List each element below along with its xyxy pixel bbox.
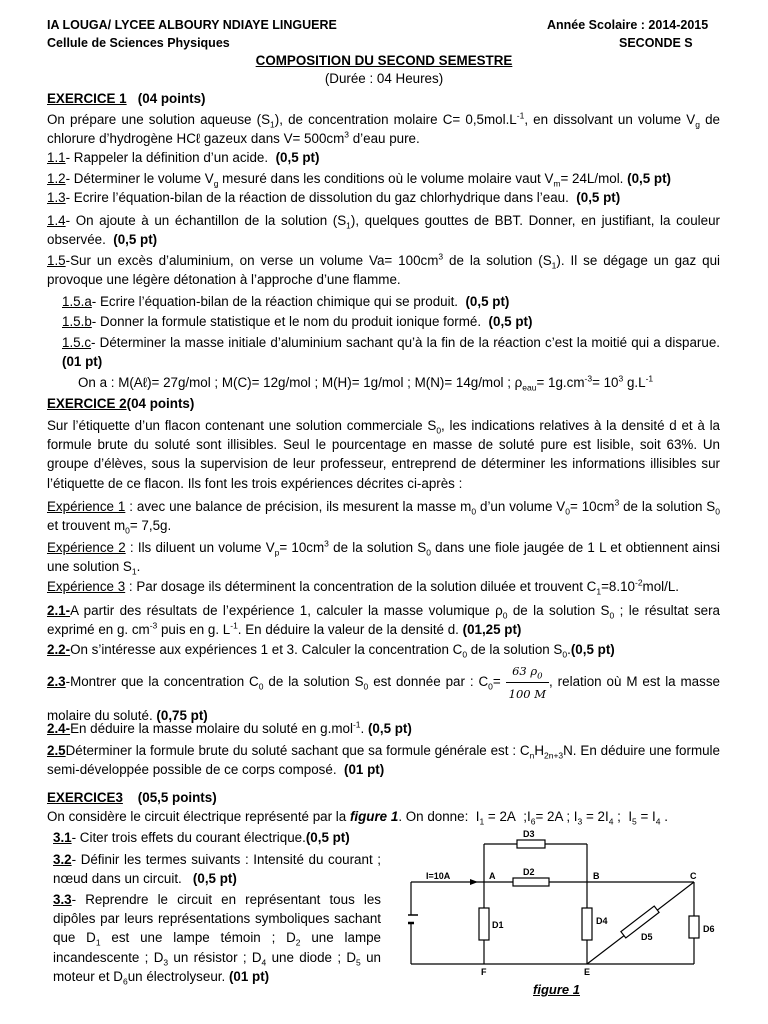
q1-5a: 1.5.a- Ecrire l’équation-bilan de la réaction chimique qui se produit. (0,5 pt) xyxy=(62,294,510,309)
node-b: B xyxy=(593,871,600,881)
q1-5b: 1.5.b- Donner la formule statistique et le nom du produit ionique formé. (0,5 pt) xyxy=(62,314,533,329)
q1-4: 1.4- On ajoute à un échantillon de la solution $(S_1)$, quelques gouttes de BBT. Donner, en justifiant, la couleur observée. (0,5 pt) xyxy=(47,213,720,248)
d1-box xyxy=(479,908,489,940)
label-d6: D6 xyxy=(703,924,715,934)
q1-2: 1.2- Déterminer le volume $V_g$ mesuré dans les conditions où le volume molaire vaut $V_m= 24L/mol$. (0,5 pt) xyxy=(47,171,672,189)
q1-1: 1.1- Rappeler la définition d’un acide. (0,5 pt) xyxy=(47,150,320,165)
q2-1: 2.1-A partir des résultats de l’expérience 1, calculer la masse volumique $\rho_0$ de la solution $S_0$ ; le résultat sera exprimé en g. $cm^{-3}$ puis en g. $L^{-1}$. En déduire la valeur de la densité d. (01,25 pt) xyxy=(47,603,720,638)
formula-fraction: $\frac{63 \rho_0}{100 M}$ xyxy=(506,660,549,705)
d4-box xyxy=(582,908,592,940)
q3-2: 3.2- Définir les termes suivants : Intensité du courant ; nœud dans un circuit. (0,5 pt) xyxy=(53,852,381,887)
school-year: Année Scolaire : 2014-2015 xyxy=(547,18,709,32)
label-d4: D4 xyxy=(596,916,608,926)
experience-2: Expérience 2 : Ils diluent un volume $V_p= 10cm^3$ de la solution $S_0$ dans une fiole jaugée de 1 L et obtiennent ainsi une solution $S_1$. xyxy=(47,538,720,577)
node-a: A xyxy=(489,871,496,881)
circuit-diagram xyxy=(408,826,728,978)
exam-duration: (Durée : 04 Heures) xyxy=(324,71,444,86)
label-d3: D3 xyxy=(523,829,535,839)
ex3-heading: EXERCICE3 (05,5 points) xyxy=(47,790,217,805)
node-c: C xyxy=(690,871,697,881)
node-f: F xyxy=(481,967,487,977)
q2-4: 2.4-En déduire la masse molaire du soluté en g.mol$^{-1}$. (0,5 pt) xyxy=(47,719,412,736)
q1-5c: 1.5.c- Déterminer la masse initiale d’aluminium sachant qu’à la fin de la réaction c’est la moitié qui a disparue. (01 pt) xyxy=(62,335,720,370)
molar-masses: On a : M(Aℓ)= 27g/mol ; M(C)= 12g/mol ; M(H)= 1g/mol ; M(N)= 14g/mol ; $\rho_{eau}= 1g.cm^{-3}= 10^3$ $g.L^{-1}$ xyxy=(78,373,654,393)
label-d5: D5 xyxy=(641,932,653,942)
ex1-heading: EXERCICE 1 (04 points) xyxy=(47,91,206,106)
node-e: E xyxy=(584,967,591,977)
school-name: IA LOUGA/ LYCEE ALBOURY NDIAYE LINGUERE xyxy=(47,18,337,32)
class-level: SECONDE S xyxy=(619,36,693,50)
q1-3: 1.3- Ecrire l’équation-bilan de la réaction de dissolution du gaz chlorhydrique dans l’eau. (0,5 pt) xyxy=(47,190,621,205)
q2-3: 2.3-Montrer que la concentration $C_0$ de la solution $S_0$ est donnée par : $C_0=$ $\frac{63 \rho_0}{100 M}$ , relation où M est la masse molaire du soluté. (0,75 pt) xyxy=(47,660,720,727)
ex1-intro: On prépare une solution aqueuse $(S_1)$, de concentration molaire $C= 0,5mol.L^{-1}$, en dissolvant un volume $V_g$ de chlorure d’hydrogène HCℓ gazeux dans $V= 500cm^3$ d’eau pure. xyxy=(47,110,720,147)
ex2-heading: EXERCICE 2(04 points) xyxy=(47,396,195,411)
d5-box xyxy=(621,906,659,938)
exam-title: COMPOSITION DU SECOND SEMESTRE xyxy=(255,53,513,68)
q2-2: 2.2-On s’intéresse aux expériences 1 et 3. Calculer la concentration $C_0$ de la solution $S_0.(0,5$ pt) xyxy=(47,642,615,660)
q1-5: 1.5-Sur un excès d’aluminium, on verse un volume $Va= 100cm^3$ de la solution $(S_1)$. Il se dégage un gaz qui provoque une légère détonation à l’approche d’une flamme. xyxy=(47,251,720,288)
q3-1: 3.1- Citer trois effets du courant électrique.(0,5 pt) xyxy=(53,830,350,845)
figure-caption: figure 1 xyxy=(533,982,580,997)
q3-3: 3.3- Reprendre le circuit en représentant tous les dipôles par leurs représentations symboliques sachant que $D_1$ est une lampe témoin ; $D_2$ une lampe incandescente ; $D_3$ un résistor ; $D_4$ une diode ; $D_5$ un moteur et $D_6un$ électrolyseur. (01 pt) xyxy=(53,892,381,987)
department: Cellule de Sciences Physiques xyxy=(47,36,230,50)
d2-box xyxy=(513,878,549,886)
ex2-intro: Sur l’étiquette d’un flacon contenant une solution commerciale $S_0$, les indications relatives à la densité d et à la formule brute du soluté sont illisibles. Seul le pourcentage en masse de soluté pure est lisible, soit 63%. Un groupe d’élèves, sous la supervision de leur professeur, entreprend de déterminer les informations illisibles sur l’étiquette de ce flacon. Ils font les trois expériences décrites ci-après : xyxy=(47,418,720,491)
experience-3: Expérience 3 : Par dosage ils déterminent la concentration de la solution diluée et trouvent $C_1=8.10^{-2}mol/L$. xyxy=(47,577,680,597)
label-d2: D2 xyxy=(523,867,535,877)
d3-box xyxy=(517,840,545,848)
current-label: I=10A xyxy=(426,871,451,881)
d6-box xyxy=(689,916,699,938)
label-d1: D1 xyxy=(492,920,504,930)
experience-1: Expérience 1 : avec une balance de précision, ils mesurent la masse $m_0$ d’un volume $V_0= 10cm^3$ de la solution $S_0$ et trouvent $m_0= 7,5g$. xyxy=(47,497,720,536)
q2-5: 2.5Déterminer la formule brute du soluté sachant que sa formule générale est : $C_nH_{2n+3}N$. En déduire une formule semi-développée possible de ce corps composé. (01 pt) xyxy=(47,743,720,778)
ex3-intro: On considère le circuit électrique représenté par la figure 1. On donne: $I_1 = 2A$ $;I_6= 2A$ ; $I_3 = 2I_4$ ; $I_5 = I_4$ . xyxy=(47,809,668,827)
